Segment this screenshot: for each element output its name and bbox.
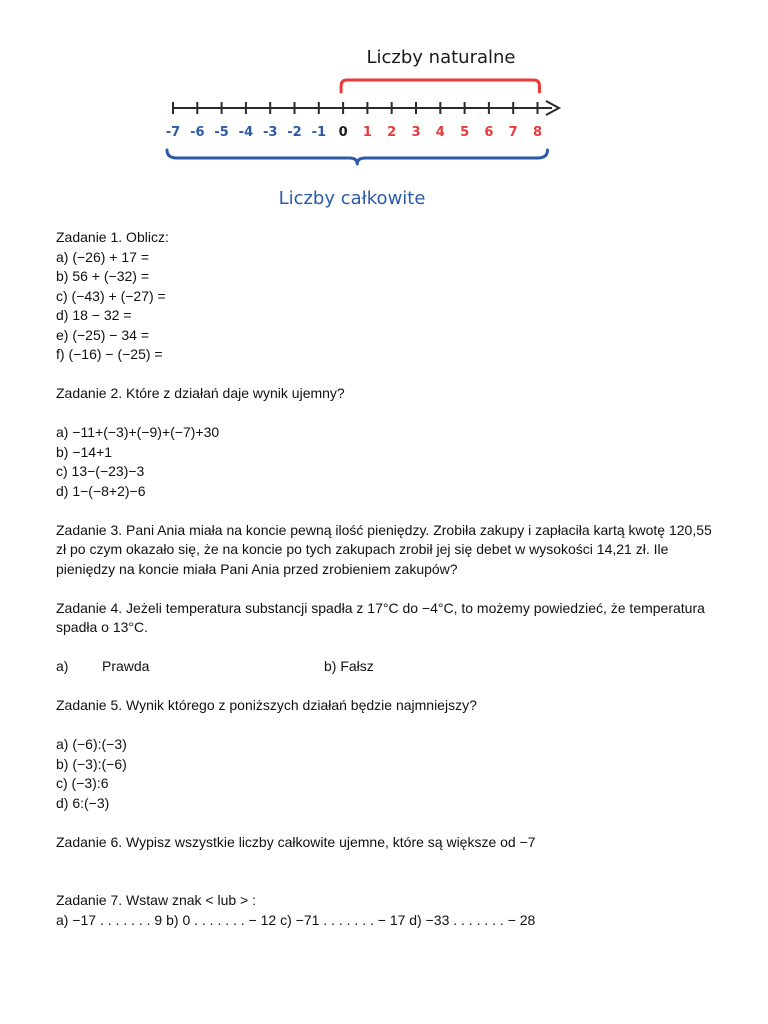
task-1-item-b: b) 56 + (−32) = bbox=[56, 268, 150, 284]
task-2-item-b: b) −14+1 bbox=[56, 443, 113, 460]
task-5-item-b: b) (−3):(−6) bbox=[56, 755, 127, 772]
task-1-item-e: e) (−25) − 34 = bbox=[56, 326, 150, 343]
tick-label: -2 bbox=[287, 125, 302, 140]
task-4-option-b: b) Fałsz bbox=[324, 658, 374, 674]
number-line-tick-labels bbox=[166, 125, 542, 140]
tick-label: 5 bbox=[460, 125, 470, 140]
task-4-option-a-letter: a) bbox=[56, 658, 69, 674]
task-5-item-c: c) (−3):6 bbox=[56, 775, 109, 791]
task-4-option-a-text: Prawda bbox=[102, 658, 150, 674]
tick-label: 0 bbox=[338, 125, 348, 140]
tick-label: -7 bbox=[165, 125, 181, 140]
task-4-options bbox=[56, 657, 716, 677]
tick-label: -1 bbox=[311, 125, 327, 140]
task-1-item-c: c) (−43) + (−27) = bbox=[56, 287, 166, 304]
natural-numbers-bracket bbox=[341, 80, 539, 92]
task-2-item-c: c) 13−(−23)−3 bbox=[56, 463, 145, 479]
tick-label: 3 bbox=[411, 125, 421, 140]
worksheet-content bbox=[56, 228, 716, 930]
task-5-item-d: d) 6:(−3) bbox=[56, 794, 110, 811]
tick-label: -3 bbox=[262, 125, 278, 140]
tick-label: 2 bbox=[387, 125, 397, 140]
task-4-text: Zadanie 4. Jeżeli temperatura substancji spadła z 17°C do −4°C, to możemy powiedzieć, że temperatura spadła o 13°C. bbox=[56, 599, 705, 635]
integers-brace bbox=[167, 150, 548, 164]
task-7-line: a) −17 . . . . . . . 9 b) 0 . . . . . . . − 12 c) −71 . . . . . . . − 17 d) −33 . . . . . . . − 28 bbox=[56, 911, 536, 928]
tick-label: 8 bbox=[532, 125, 543, 140]
tick-label: 7 bbox=[508, 125, 518, 140]
number-line-figure bbox=[150, 36, 580, 216]
task-1-item-d: d) 18 − 32 = bbox=[56, 307, 132, 323]
task-3-text: Zadanie 3. Pani Ania miała na koncie pewną ilość pieniędzy. Zrobiła zakupy i zapłaciła kartą kwotę 120,55 zł po czym okazało się, że na koncie po tych zakupach zrobił jej się debet w wysokości 14,21 zł. Ile pieniędzy na koncie miała Pani Ania przed zrobieniem zakupów? bbox=[56, 521, 712, 577]
number-line-svg bbox=[150, 36, 580, 216]
tick-label: -4 bbox=[238, 125, 254, 140]
tick-label: 4 bbox=[435, 125, 445, 140]
task-2-item-a: a) −11+(−3)+(−9)+(−7)+30 bbox=[56, 424, 220, 440]
tick-label: 6 bbox=[484, 125, 494, 140]
integers-label: Liczby całkowite bbox=[278, 188, 426, 209]
task-5-title: Zadanie 5. Wynik którego z poniższych działań będzie najmniejszy? bbox=[56, 697, 477, 713]
natural-numbers-label: Liczby naturalne bbox=[366, 47, 516, 68]
tick-label: 1 bbox=[362, 125, 372, 140]
task-1-title: Zadanie 1. Oblicz: bbox=[56, 229, 169, 245]
tick-label: -6 bbox=[190, 125, 205, 140]
task-1-item-f: f) (−16) − (−25) = bbox=[56, 346, 163, 362]
tick-label: -5 bbox=[214, 125, 229, 140]
task-6-text: Zadanie 6. Wypisz wszystkie liczby całkowite ujemne, które są większe od −7 bbox=[56, 833, 536, 850]
task-5-item-a: a) (−6):(−3) bbox=[56, 736, 127, 752]
task-1-item-a: a) (−26) + 17 = bbox=[56, 248, 150, 265]
task-2-title: Zadanie 2. Które z działań daje wynik ujemny? bbox=[56, 385, 345, 401]
task-2-item-d: d) 1−(−8+2)−6 bbox=[56, 482, 146, 499]
task-7-title: Zadanie 7. Wstaw znak < lub > : bbox=[56, 892, 256, 908]
